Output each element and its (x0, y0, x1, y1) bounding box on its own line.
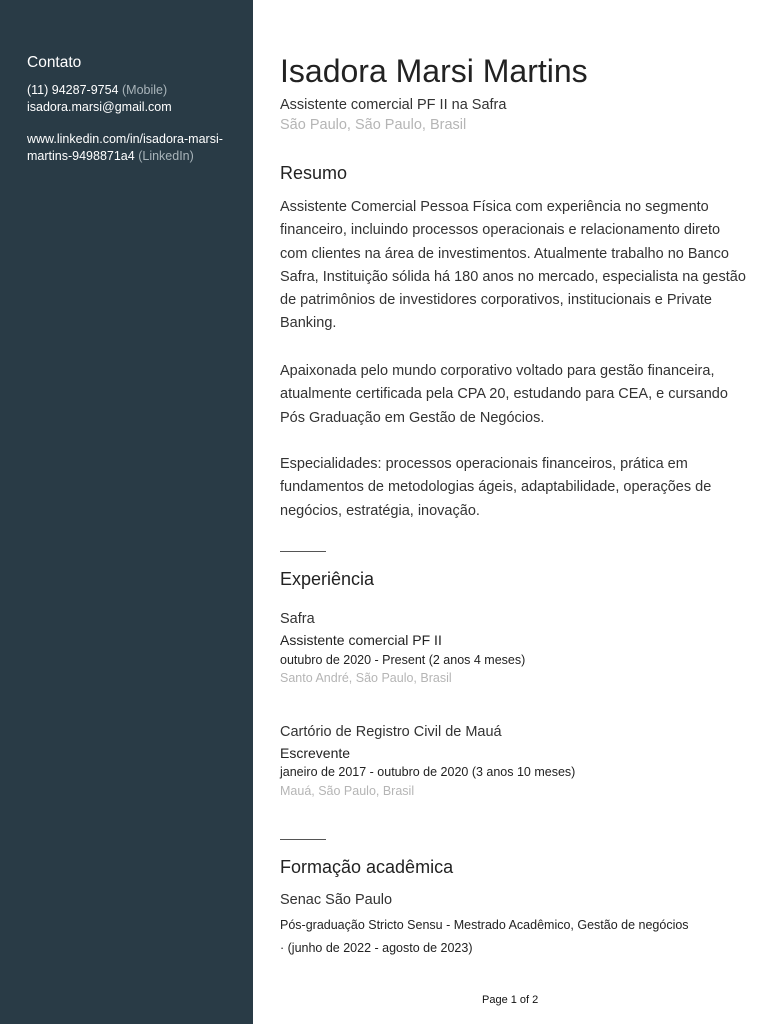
education-school: Senac São Paulo (280, 892, 393, 908)
experience-role: Escrevente (280, 745, 351, 761)
summary-paragraph-2: Apaixonada pelo mundo corporativo voltado para gestão financeira, atualmente certificada pela CPA 20, estudando para CEA, e cursando Pós Graduação em Gestão de Negócios. (280, 363, 728, 426)
phone-number: (11) 94287-9754 (27, 83, 119, 97)
section-divider (280, 551, 326, 552)
experience-company: Cartório de Registro Civil de Mauá (280, 724, 502, 740)
experience-company: Safra (280, 611, 315, 627)
experience-dates: outubro de 2020 - Present (2 anos 4 meses) (280, 653, 526, 667)
page-number: Page 1 of 2 (482, 994, 539, 1006)
linkedin-line2 (27, 148, 194, 165)
profile-name: Isadora Marsi Martins (280, 53, 588, 89)
summary-paragraph-3: Especialidades: processos operacionais financeiros, prática em fundamentos de metodologias ágeis, adaptabilidade, operações de negócios, estratégia, inovação. (280, 456, 712, 519)
education-title: Formação acadêmica (280, 857, 454, 877)
experience-role: Assistente comercial PF II (280, 632, 442, 648)
experience-title: Experiência (280, 569, 375, 589)
sidebar (0, 0, 253, 1024)
education-degree: Pós-graduação Stricto Sensu - Mestrado Acadêmico, Gestão de negócios · (junho de 2022 - agosto de 2023) (280, 918, 689, 955)
experience-location: Mauá, São Paulo, Brasil (280, 784, 415, 798)
experience-dates: janeiro de 2017 - outubro de 2020 (3 anos 10 meses) (280, 765, 576, 779)
section-divider (280, 839, 326, 840)
profile-headline: Assistente comercial PF II na Safra (280, 97, 507, 113)
experience-location: Santo André, São Paulo, Brasil (280, 671, 452, 685)
linkedin-link-line1[interactable]: www.linkedin.com/in/isadora-marsi- (27, 132, 223, 146)
profile-location: São Paulo, São Paulo, Brasil (280, 117, 467, 133)
summary-title: Resumo (280, 163, 348, 183)
phone-line (27, 82, 167, 99)
email-link[interactable]: isadora.marsi@gmail.com (27, 100, 172, 114)
linkedin-link-line2[interactable]: martins-9498871a4 (27, 149, 135, 163)
linkedin-type: (LinkedIn) (138, 149, 194, 163)
summary-paragraph-1: Assistente Comercial Pessoa Física com experiência no segmento financeiro, incluindo processos operacionais e relacionamento direto com clientes na área de investimentos. Atualmente trabalho no Banco Safra, Instituição sólida há 180 anos no mercado, especialista na gestão de patrimônios de investidores corporativos, institucionais e Private Banking. (280, 199, 746, 332)
contact-heading: Contato (27, 54, 82, 71)
phone-type: (Mobile) (122, 83, 168, 97)
